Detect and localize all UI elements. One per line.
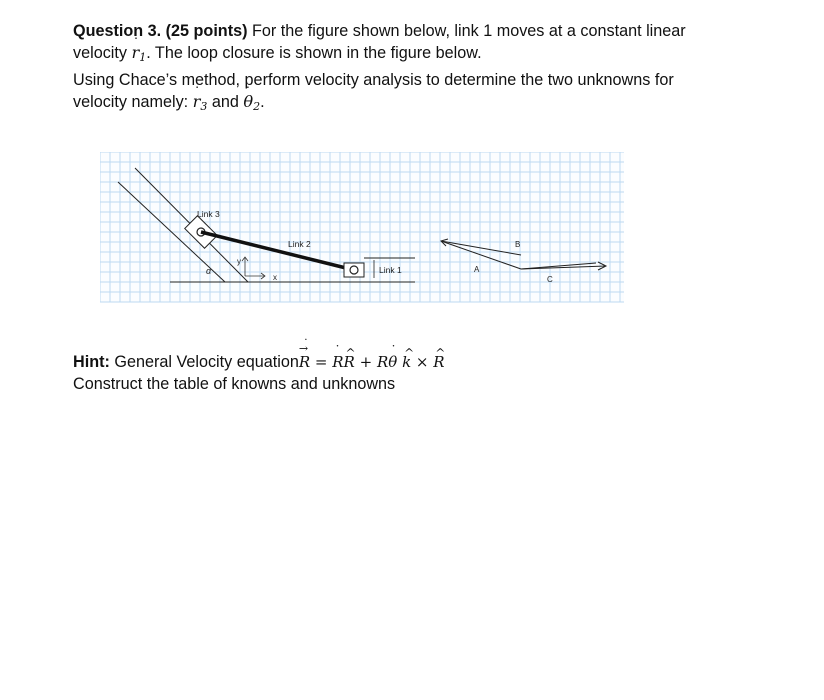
hint-text	[73, 337, 773, 395]
question-line-4: velocity namely: ˙ $r_3$ and ˙ $\theta_2$.	[73, 91, 773, 118]
hint-label: Hint:	[73, 353, 110, 371]
question-number: Question 3. (25 points)	[73, 22, 248, 40]
link1-label: Link 1	[379, 265, 402, 275]
y-axis-label: y	[237, 257, 241, 266]
vector-a-label: A	[474, 265, 480, 274]
vector-c-label: C	[547, 275, 553, 284]
r1-dot-symbol: ˙ $r_1$	[131, 42, 146, 69]
question-line-3: Using Chace’s method, perform velocity analysis to determine the two unknowns for	[73, 71, 674, 89]
velocity-equation: → ˙ R = ˙ R^ R + R˙ θ ^ k × ^ R	[299, 353, 445, 371]
theta2-dot-symbol: ˙ $\theta_2$	[243, 91, 260, 118]
alpha-label: α	[206, 266, 212, 276]
hint-line-2: Construct the table of knowns and unknowns	[73, 375, 396, 393]
question-line-2: velocity ˙ $r_1$. The loop closure is shown in the figure below.	[73, 42, 773, 69]
vector-b-label: B	[515, 240, 521, 249]
mechanism-figure	[100, 152, 624, 304]
question-line-1: Question 3. (25 points) For the figure shown below, link 1 moves at a constant linear	[73, 22, 686, 40]
r3-dot-symbol: ˙ $r_3$	[193, 91, 208, 118]
grid-background	[100, 152, 624, 302]
hint-line-1: Hint: General Velocity equation → ˙ R = ˙ R^ R + R˙ θ ^ k × ^ R	[73, 351, 773, 373]
link3-label: Link 3	[197, 209, 220, 219]
link1-pin	[350, 266, 358, 274]
link2-label: Link 2	[288, 239, 311, 249]
x-axis-label: x	[273, 273, 277, 282]
question-text	[73, 20, 773, 118]
